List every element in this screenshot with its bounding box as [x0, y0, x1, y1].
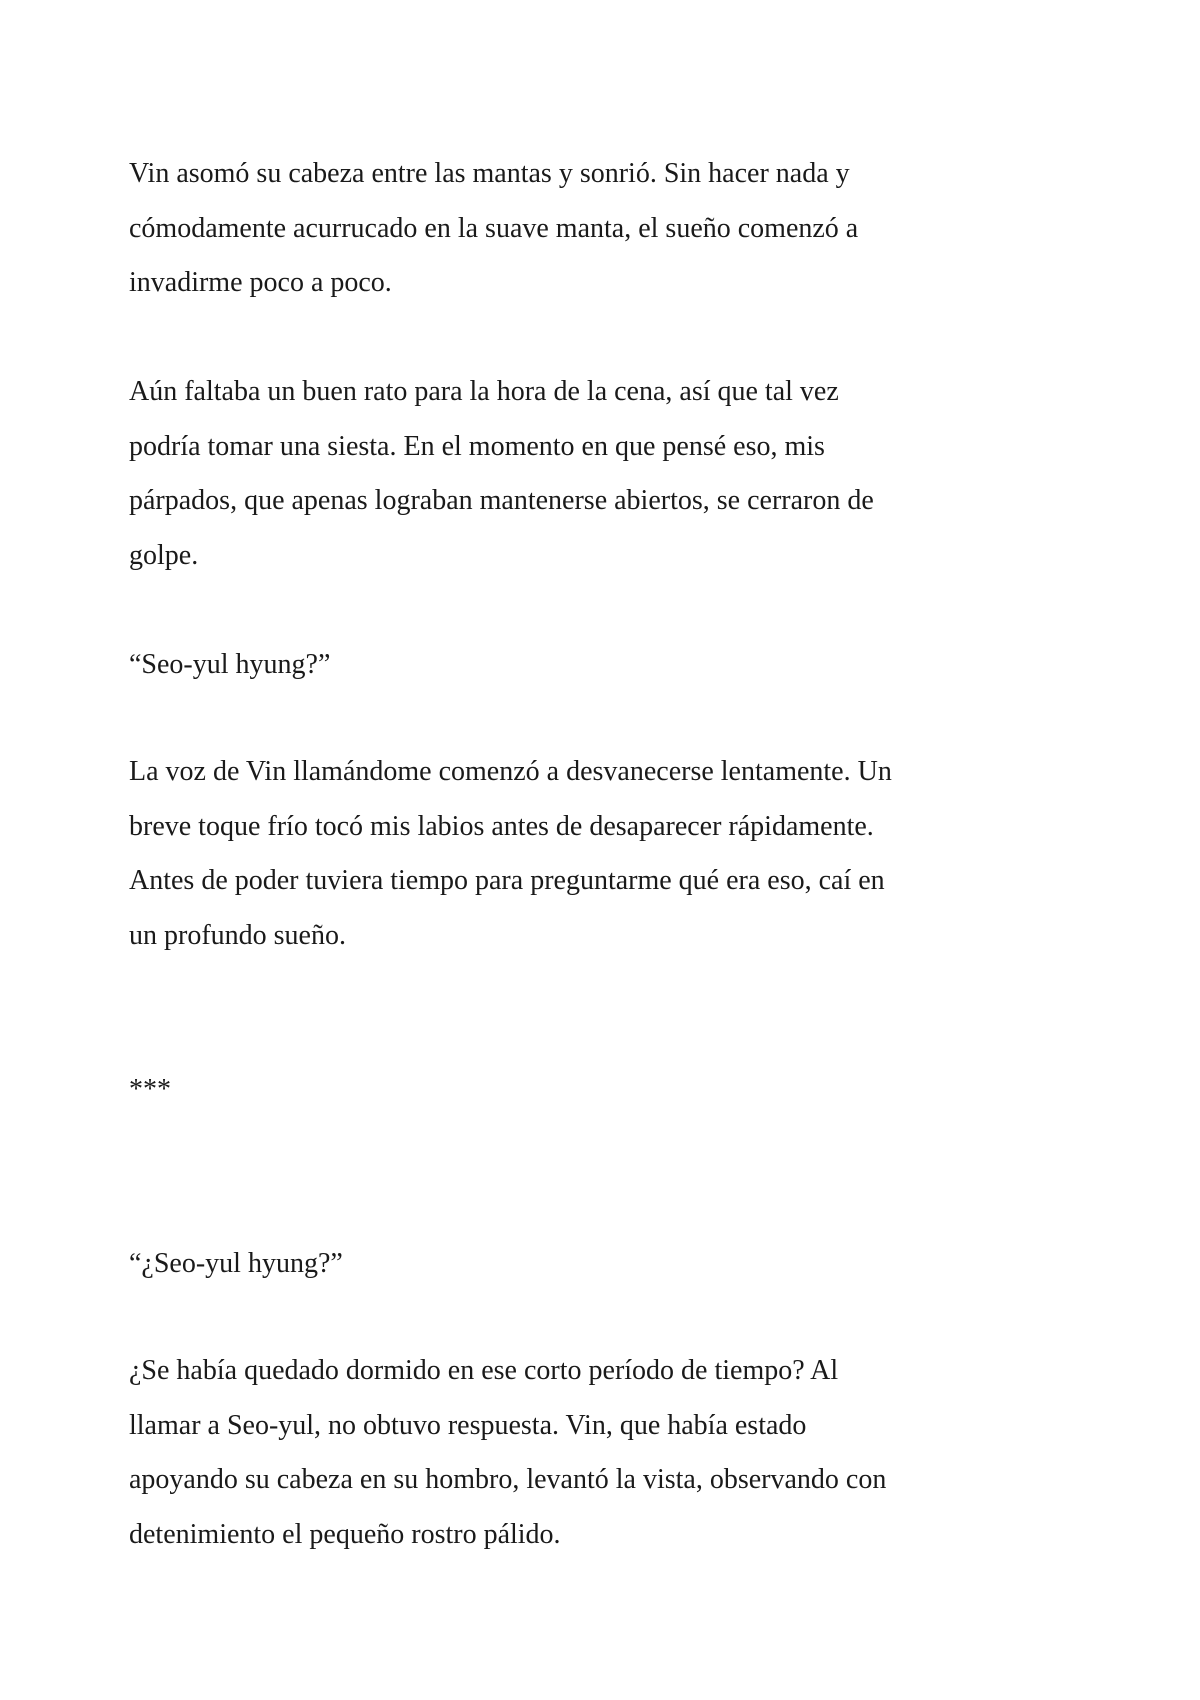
- paragraph-3: [129, 745, 892, 963]
- text-line: un profundo sueño.: [129, 919, 346, 951]
- scene-break: [129, 1063, 171, 1118]
- text-line: cómodamente acurrucado en la suave manta, el sueño comenzó a: [129, 212, 859, 244]
- text-line: párpados, que apenas lograban mantenerse abiertos, se cerraron de: [129, 485, 874, 516]
- text-line: detenimiento el pequeño rostro pálido.: [129, 1518, 561, 1550]
- text-line: ¿Se había quedado dormido en ese corto período de tiempo? Al: [129, 1355, 839, 1386]
- text-line: apoyando su cabeza en su hombro, levantó la vista, observando con: [129, 1464, 887, 1495]
- text-line: “¿Seo-yul hyung?”: [129, 1248, 343, 1279]
- paragraph-1: [129, 147, 858, 311]
- text-line: Antes de poder tuviera tiempo para preguntarme qué era eso, caí en: [129, 865, 885, 896]
- dialogue-line-1: [129, 638, 330, 693]
- text-line: La voz de Vin llamándome comenzó a desvanecerse lentamente. Un: [129, 756, 892, 787]
- text-line: Vin asomó su cabeza entre las mantas y sonrió. Sin hacer nada y: [129, 158, 850, 189]
- text-line: breve toque frío tocó mis labios antes de desaparecer rápidamente.: [129, 810, 874, 842]
- text-line: Aún faltaba un buen rato para la hora de la cena, así que tal vez: [129, 376, 839, 407]
- text-line: “Seo-yul hyung?”: [129, 649, 331, 680]
- text-line: golpe.: [129, 539, 199, 571]
- dialogue-line-2: [129, 1237, 343, 1292]
- paragraph-4: [129, 1344, 886, 1562]
- text-line: ***: [129, 1074, 171, 1105]
- text-line: llamar a Seo-yul, no obtuvo respuesta. Vin, que había estado: [129, 1409, 807, 1441]
- text-line: podría tomar una siesta. En el momento en que pensé eso, mis: [129, 430, 825, 462]
- text-line: invadirme poco a poco.: [129, 267, 392, 298]
- paragraph-2: [129, 365, 874, 583]
